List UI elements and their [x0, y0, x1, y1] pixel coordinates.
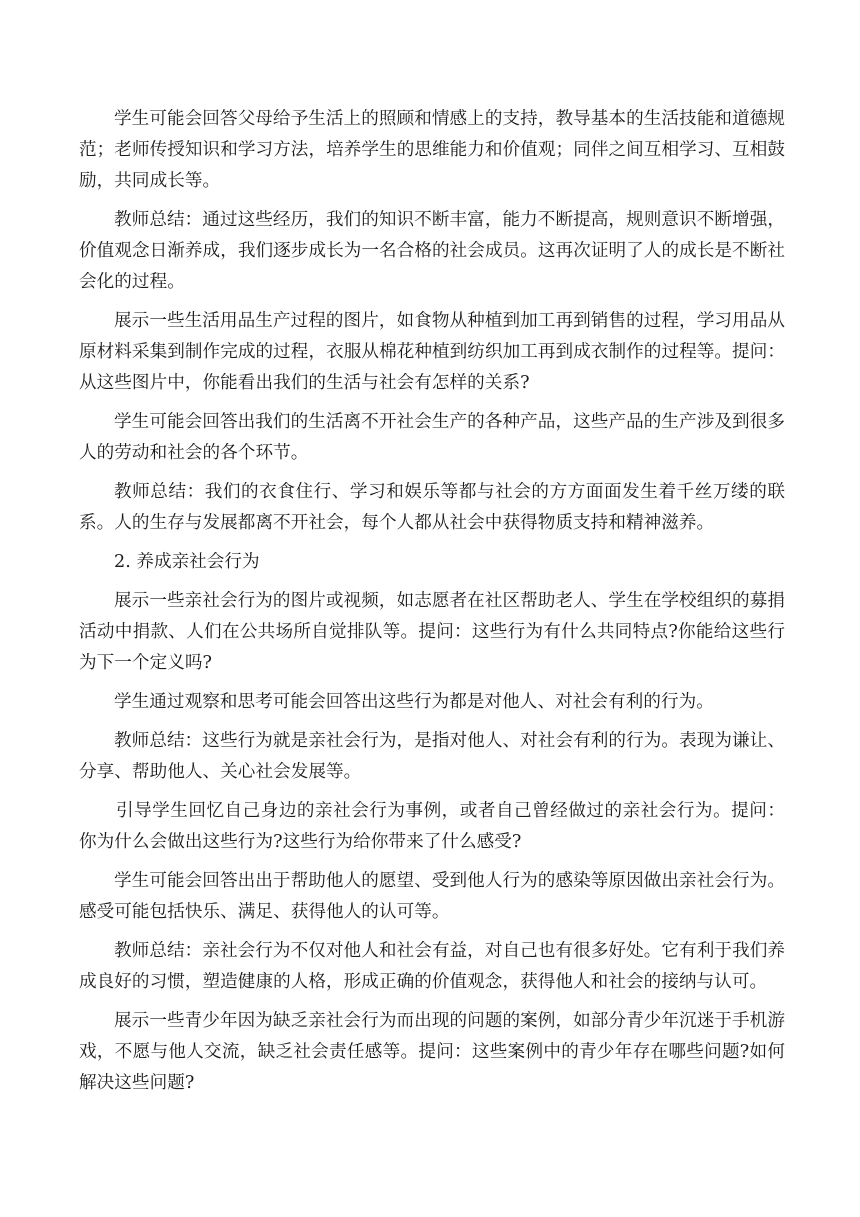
section-heading-prosocial: 2. 养成亲社会行为: [114, 552, 260, 572]
paragraph-guide-recall: 引导学生回忆自己身边的亲社会行为事例，或者自己曾经做过的亲社会行为。提问：你为什么会做出这些行为?这些行为给你带来了什么感受?: [79, 801, 785, 852]
paragraph-show-production-images: 展示一些生活用品生产过程的图片，如食物从种植到加工再到销售的过程，学习用品从原材料采集到制作完成的过程，衣服从棉花种植到纺织加工再到成衣制作的过程等。提问：从这些图片中，你能看出我们的生活与社会有怎样的关系?: [79, 311, 785, 393]
paragraph-student-answer-2: 学生可能会回答出我们的生活离不开社会生产的各种产品，这些产品的生产涉及到很多人的劳动和社会的各个环节。: [79, 412, 785, 463]
paragraph-teacher-summary-1: 教师总结：通过这些经历，我们的知识不断丰富，能力不断提高，规则意识不断增强，价值观念日渐养成，我们逐步成长为一名合格的社会成员。这再次证明了人的成长是不断社会化的过程。: [79, 210, 785, 292]
paragraph-teacher-summary-4: 教师总结：亲社会行为不仅对他人和社会有益，对自己也有很多好处。它有利于我们养成良好的习惯，塑造健康的人格，形成正确的价值观念，获得他人和社会的接纳与认可。: [79, 941, 785, 992]
paragraph-teacher-summary-2: 教师总结：我们的衣食住行、学习和娱乐等都与社会的方方面面发生着千丝万缕的联系。人的生存与发展都离不开社会，每个人都从社会中获得物质支持和精神滋养。: [79, 482, 785, 533]
paragraph-student-answer-4: 学生可能会回答出出于帮助他人的愿望、受到他人行为的感染等原因做出亲社会行为。感受可能包括快乐、满足、获得他人的认可等。: [79, 871, 785, 922]
paragraph-student-answer-3: 学生通过观察和思考可能会回答出这些行为都是对他人、对社会有利的行为。: [114, 692, 714, 712]
paragraph-student-answer-1: 学生可能会回答父母给予生活上的照顾和情感上的支持，教导基本的生活技能和道德规范；老师传授知识和学习方法，培养学生的思维能力和价值观；同伴之间互相学习、互相鼓励，共同成长等。: [79, 109, 785, 191]
paragraph-show-prosocial-images: 展示一些亲社会行为的图片或视频，如志愿者在社区帮助老人、学生在学校组织的募捐活动中捐款、人们在公共场所自觉排队等。提问：这些行为有什么共同特点?你能给这些行为下一个定义吗?: [79, 591, 785, 673]
paragraph-show-problem-cases: 展示一些青少年因为缺乏亲社会行为而出现的问题的案例，如部分青少年沉迷于手机游戏，不愿与他人交流，缺乏社会责任感等。提问：这些案例中的青少年存在哪些问题?如何解决这些问题?: [79, 1011, 785, 1093]
paragraph-teacher-summary-3: 教师总结：这些行为就是亲社会行为，是指对他人、对社会有利的行为。表现为谦让、分享、帮助他人、关心社会发展等。: [79, 731, 785, 782]
document-page: [79, 104, 785, 1107]
